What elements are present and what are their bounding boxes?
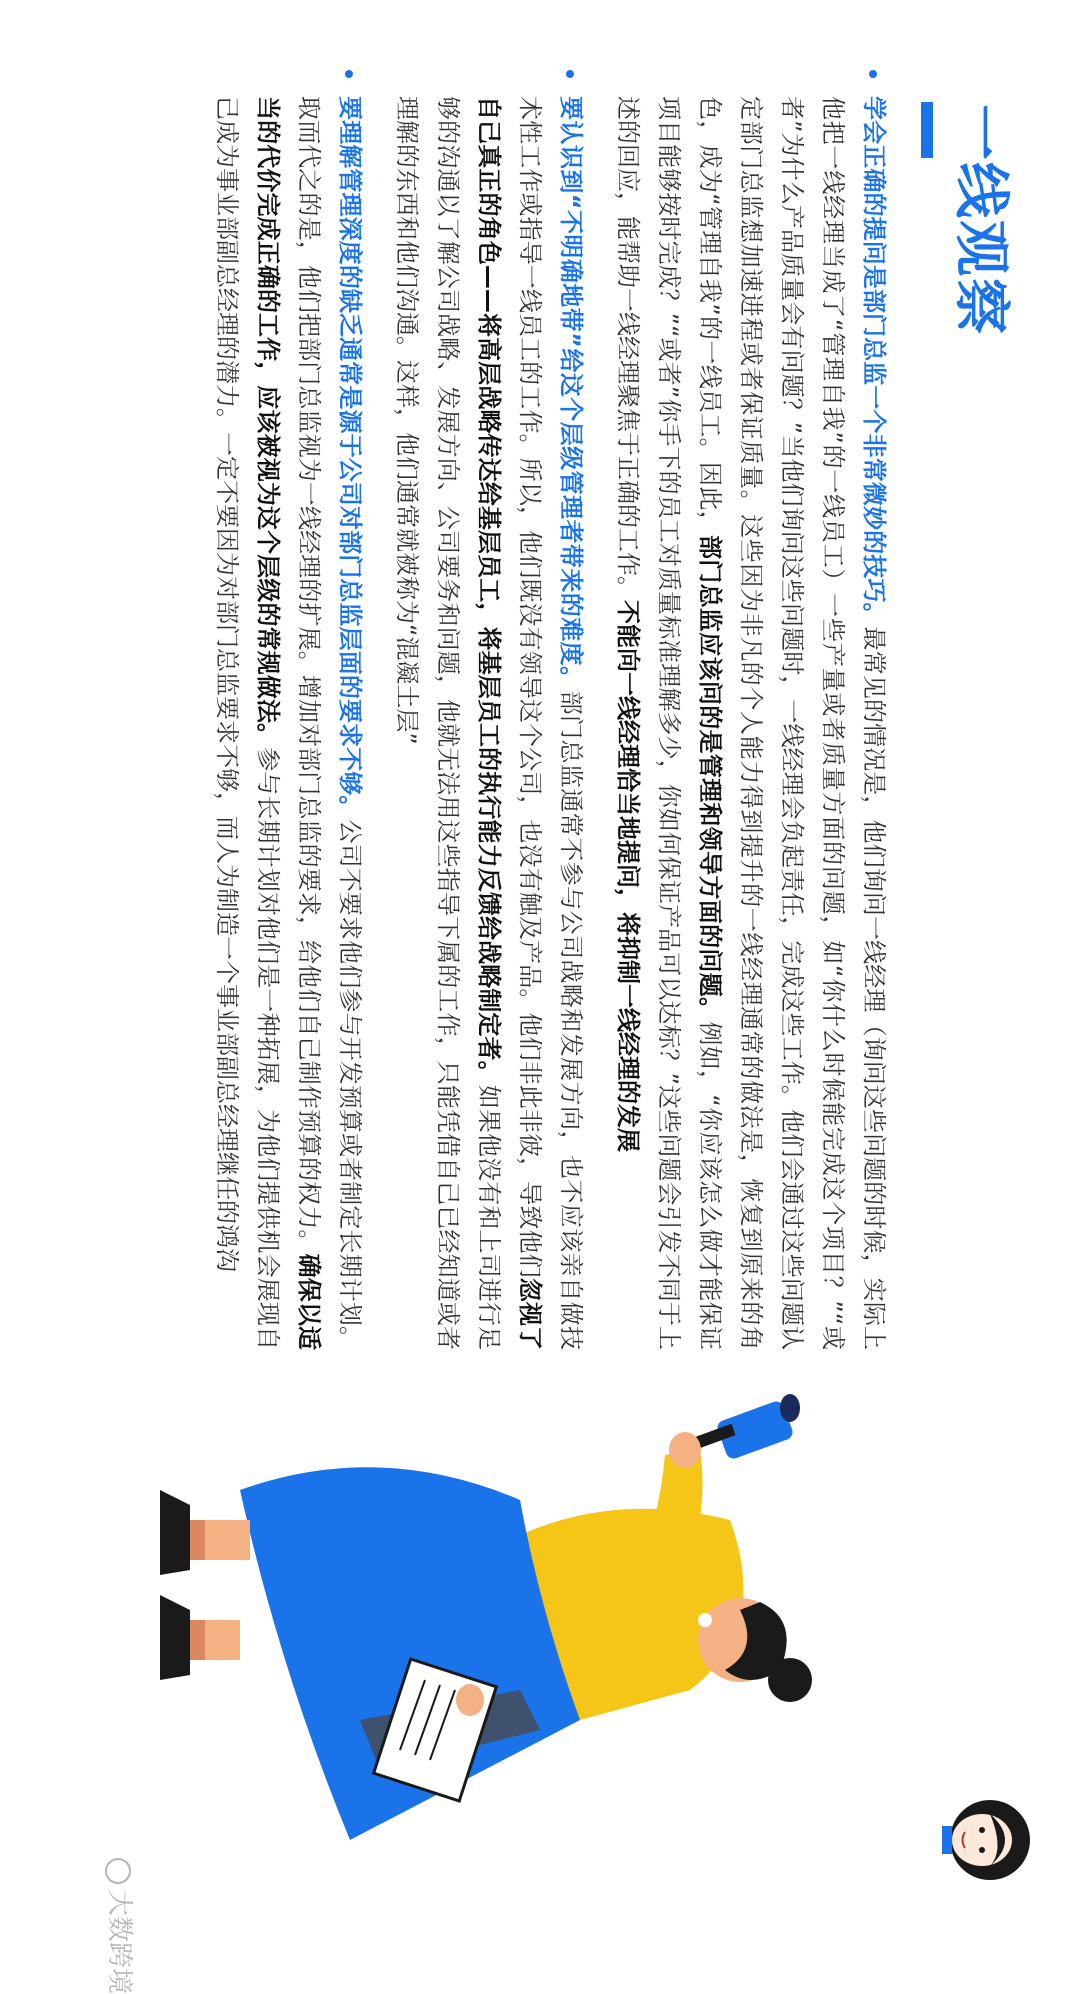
paragraph-segment: 公司不要求他们参与开发预算或者制定长期计划。取而代之的是，他们把部门总监视为一线经理的扩展。增加对部门总监的要求，给他们自己制作预算的权力。 bbox=[295, 96, 364, 1351]
emphasis-segment: 不能向一线经理恰当地提问，将抑制一线经理的发展 bbox=[614, 600, 642, 1152]
chat-bubble-logo-icon bbox=[106, 1858, 132, 1884]
page-title: 一线观察 bbox=[948, 104, 1013, 336]
paragraph-segment: 如果他没有和上司进行足够的沟通以了解公司战略、发展方向、公司要务和问题，他就无法用这些指导下属的工作，只能凭借自己已经知道或者理解的东西和他们沟通。这样，他们通常就被称为“混凝土层” bbox=[393, 96, 503, 1350]
slide-body bbox=[190, 70, 894, 1350]
paragraph-segment: 例如，“你应该怎么做才能保证项目能够按时完成？”“或者”你手下的员工对质量标准理解多少，你如何保证产品可以达标？”这些问题会引发不同于上述的回应，能帮助一线经理聚焦于正确的工作。 bbox=[614, 96, 724, 1350]
bullet-paragraph bbox=[607, 70, 894, 1350]
paragraph-text bbox=[213, 96, 364, 1350]
emphasis-segment: 部门总监应该问的是管理和领导方面的问题。 bbox=[696, 534, 724, 1022]
bullet-dot-icon bbox=[566, 70, 574, 78]
watermark-text: 大数跨境 bbox=[104, 1890, 134, 1994]
emphasis-segment: 要理解管理深度的缺乏通常是源于公司对部门总监层面的要求不够。 bbox=[336, 96, 364, 820]
paragraph-segment: 最常见的情况是，他们询问一线经理（询问这些问题的时候，实际上他把一线经理当成了“管理自我”的一线员工）一些产量或者质量方面的问题，如“你什么时候能完成这个项目？”“或者”为什么产品质量会有问题？”当他们询问这些问题时，一线经理会负起责任，完成这些工作。他们会通过这些问题认定部门总监想加速进程或者保证质量。这些因为非凡的个人能力得到提升的一线经理通常的做法是，恢复到原来的角色，成为“管理自我”的一线员工。因此， bbox=[696, 96, 888, 1351]
paragraph-text bbox=[614, 96, 888, 1350]
paragraph-segment: 参与长期计划对他们是一种拓展，为他们提供机会展现自己成为事业部副总经理的潜力。一定不要因为对部门总监要求不够，而人为制造一个事业部副总经理继任的鸿沟 bbox=[213, 96, 282, 1351]
emphasis-segment: 要认识到“不明确地带”给这个层级管理者带来的难度。 bbox=[557, 96, 585, 691]
paragraph-text bbox=[393, 96, 585, 1350]
woman-with-microphone-illustration bbox=[160, 1370, 940, 1830]
emphasis-segment: 确保以适当的代价完成正确的工作，应该被视为这个层级的常规做法。 bbox=[254, 96, 323, 1351]
bullet-paragraph bbox=[206, 70, 370, 1350]
emphasis-segment: 学会正确的提问是部门总监一个非常微妙的技巧。 bbox=[860, 96, 888, 627]
microphone-icon bbox=[684, 1394, 800, 1461]
bullet-dot-icon bbox=[345, 70, 353, 78]
emphasis-segment: 忽视了自己真正的角色——将高层战略传达给基层员工，将基层员工的执行能力反馈给战略制定者。 bbox=[475, 96, 544, 1351]
bullet-dot-icon bbox=[869, 70, 877, 78]
bullet-paragraph bbox=[386, 70, 591, 1350]
title-accent-bar bbox=[921, 102, 933, 158]
woman-avatar-icon bbox=[940, 1790, 1040, 1890]
watermark bbox=[103, 1858, 140, 1994]
paragraph-segment: 部门总监通常不参与公司战略和发展方向，也不应该亲自做技术性工作或指导一线员工的工作。所以，他们既没有领导这个公司，也没有触及产品。他们非此非彼，导致他们 bbox=[516, 96, 585, 1351]
